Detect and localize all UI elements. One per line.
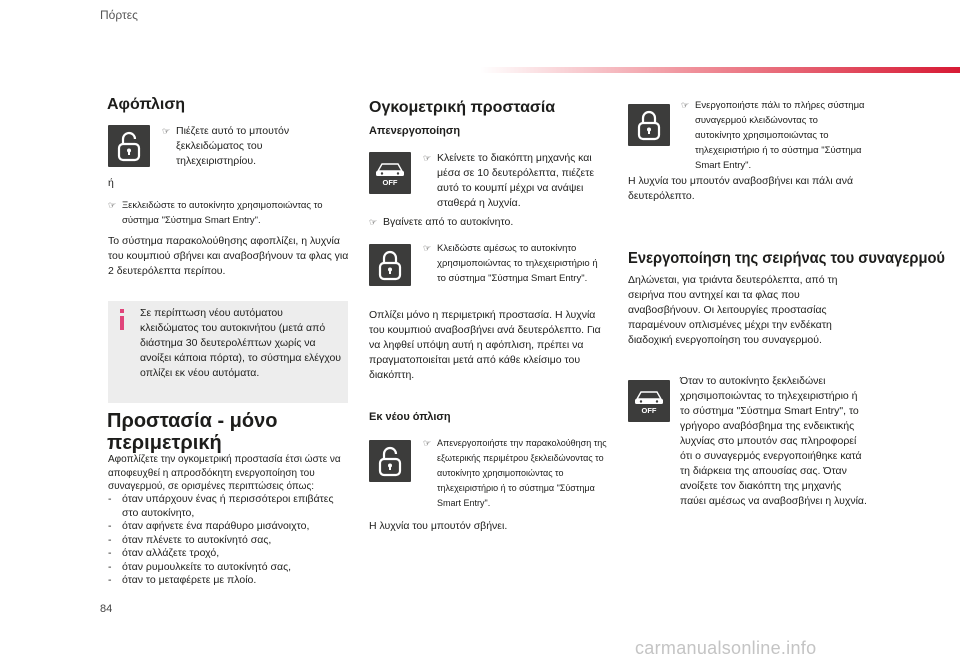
page-header-title: Πόρτες: [100, 8, 138, 22]
padlock-closed-icon: [628, 104, 670, 146]
arrow-bullet-icon: ☞: [423, 438, 432, 448]
unlock-bullet-smart-entry: ☞ Ξεκλειδώστε το αυτοκίνητο χρησιμοποιώντας το σύστημα "Σύστημα Smart Entry".: [108, 200, 323, 226]
padlock-closed-icon: [369, 244, 411, 286]
car-off-button-icon: [628, 380, 670, 422]
watermark: carmanualsonline.info: [635, 638, 817, 658]
lock-description: Οπλίζει μόνο η περιμετρική προστασία. Η λυχνία του κουμπιού αναβοσβήνει ανά δευτερόλεπτο. Για να ληφθεί υπόψη αυτή η αφόπλιση, πρέπει να πραγματοποιείται μετά από κάθε κλείσιμο του διακόπτη.: [369, 309, 601, 381]
unlock-description: Το σύστημα παρακολούθησης αφοπλίζει, η λυχνία του κουμπιού σβήνει και αναβοσβήνουν τα φλας για 2 δευτερόλεπτα περίπου.: [108, 235, 349, 277]
siren-title: Ενεργοποίηση της σειρήνας του συναγερμού: [628, 250, 946, 267]
rearm-bullet: ☞ Απενεργοποιήστε την παρακολούθηση της εξωτερικής περιμέτρου ξεκλειδώνοντας το αυτοκίνητο χρησιμοποιώντας το τηλεχειριστήριο ή το σύστημα "Σύστημα Smart Entry".: [423, 436, 607, 511]
off-button-bullet: ☞ Κλείνετε το διακόπτη μηχανής και μέσα σε 10 δευτερόλεπτα, πιέζετε αυτό το κουμπί μέχρι να ανάψει σταθερά η λυχνία.: [423, 152, 595, 209]
deactivate-subtitle: Απενεργοποίηση: [369, 125, 461, 137]
alarm-unlock-description: Όταν το αυτοκίνητο ξεκλειδώνει χρησιμοποιώντας το τηλεχειριστήριο ή το σύστημα "Σύστημα Smart Entry", το γρήγορο αναβόσβημα της ενδεικτικής λυχνίας στο μπουτόν σας πληροφορεί ότι ο συναγερμός ενεργοποιήθηκε κατά τη διάρκεια της απουσίας σας. Όταν ανοίξετε τον διακόπτη της μηχανής παύει αμέσως να αναβοσβήνει η λυχνία.: [680, 375, 867, 507]
unlock-bullet: ☞ Πιέζετε αυτό το μπουτόν ξεκλειδώματος του τηλεχειριστηρίου.: [162, 125, 290, 167]
arrow-bullet-icon: ☞: [162, 126, 171, 136]
arrow-bullet-icon: ☞: [369, 217, 378, 227]
list-item: - όταν αλλάζετε τροχό,: [108, 547, 220, 559]
arrow-bullet-icon: ☞: [423, 243, 432, 253]
svg-text:OFF: OFF: [641, 406, 657, 415]
rearm-description: Η λυχνία του μπουτόν σβήνει.: [369, 520, 508, 532]
car-off-button-icon: [369, 152, 411, 194]
relock-bullet: ☞ Ενεργοποιήστε πάλι το πλήρες σύστημα συναγερμού κλειδώνοντας το αυτοκίνητο χρησιμοποιώντας το τηλεχειριστήριο ή το σύστημα "Σύστημα Smart Entry".: [681, 100, 865, 171]
perimeter-title: Προστασία - μόνο περιμετρική: [107, 410, 278, 454]
exit-bullet: ☞ Βγαίνετε από το αυτοκίνητο.: [369, 216, 514, 228]
or-text: ή: [108, 177, 114, 189]
unlock-title: Αφόπλιση: [107, 96, 186, 113]
list-item: - όταν το μεταφέρετε με πλοίο.: [108, 574, 257, 586]
list-item: - όταν υπάρχουν ένας ή περισσότεροι επιβάτες στο αυτοκίνητο,: [108, 493, 334, 519]
arrow-bullet-icon: ☞: [681, 100, 690, 110]
info-icon: [117, 309, 127, 331]
siren-description: Δηλώνεται, για τριάντα δευτερόλεπτα, από τη σειρήνα που αντηχεί και τα φλας που αναβοσβήνουν. Οι λειτουργίες προστασίας παραμένουν οπλισμένες μέχρι την ενδέκατη διαδοχική ενεργοποίηση του συναγερμού.: [628, 274, 838, 346]
perimeter-list: [108, 493, 352, 588]
rearm-subtitle: Εκ νέου όπλιση: [369, 411, 451, 423]
svg-text:OFF: OFF: [382, 178, 398, 187]
relock-description: Η λυχνία του μπουτόν αναβοσβήνει και πάλι ανά δευτερόλεπτο.: [628, 175, 854, 202]
header-accent-bar: [480, 67, 960, 73]
perimeter-text: Αφοπλίζετε την ογκομετρική προστασία έτσι ώστε να αποφευχθεί η απροσδόκητη ενεργοποίηση του συναγερμού, σε ορισμένες περιπτώσεις όπως:: [108, 454, 341, 492]
list-item: - όταν αφήνετε ένα παράθυρο μισάνοιχτο,: [108, 520, 310, 532]
arrow-bullet-icon: ☞: [423, 153, 432, 163]
info-text: Σε περίπτωση νέου αυτόματου κλειδώματος του αυτοκινήτου (μετά από διάστημα 30 δευτερολέπτων χωρίς να ανοίξει κάποια πόρτα), το σύστημα ελέγχου οπλίζει εκ νέου αυτόματα.: [140, 307, 342, 379]
padlock-open-icon: [108, 125, 150, 167]
list-item: - όταν ρυμουλκείτε το αυτοκίνητό σας,: [108, 560, 292, 573]
list-item: - όταν πλένετε το αυτοκίνητό σας,: [108, 533, 272, 546]
page-number: 84: [100, 603, 113, 615]
padlock-open-icon: [369, 440, 411, 482]
volumetric-title: Ογκομετρική προστασία: [369, 99, 556, 116]
arrow-bullet-icon: ☞: [108, 200, 117, 210]
lock-bullet: ☞ Κλειδώστε αμέσως το αυτοκίνητο χρησιμοποιώντας το τηλεχειριστήριο ή το σύστημα "Σύστημα Smart Entry".: [423, 243, 598, 284]
